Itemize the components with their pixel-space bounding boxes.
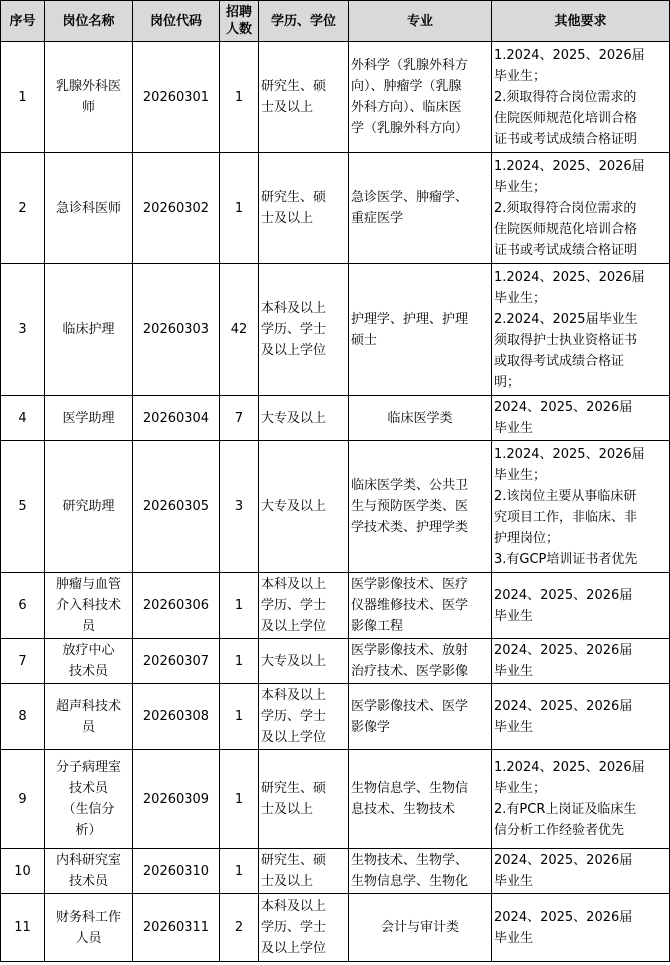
cell-count: 1 bbox=[220, 153, 259, 264]
cell-major: 急诊医学、肿瘤学、 重症医学 bbox=[349, 153, 492, 264]
header-education: 学历、学位 bbox=[259, 1, 349, 42]
cell-education: 本科及以上 学历、学士 及以上学位 bbox=[259, 684, 349, 750]
cell-major: 临床医学类 bbox=[349, 396, 492, 441]
cell-other-requirements: 1.2024、2025、2026届 毕业生； 2.须取得符合岗位需求的 住院医师规范化培训合格 证书或考试成绩合格证明 bbox=[492, 153, 670, 264]
cell-other-requirements: 2024、2025、2026届 毕业生 bbox=[492, 639, 670, 684]
cell-count: 7 bbox=[220, 396, 259, 441]
cell-no: 10 bbox=[1, 849, 45, 894]
cell-education: 本科及以上 学历、学士 及以上学位 bbox=[259, 573, 349, 639]
cell-count: 1 bbox=[220, 849, 259, 894]
cell-other-requirements: 2024、2025、2026届 毕业生 bbox=[492, 894, 670, 962]
cell-position-name: 超声科技术 员 bbox=[45, 684, 133, 750]
cell-no: 11 bbox=[1, 894, 45, 962]
cell-education: 研究生、硕 士及以上 bbox=[259, 750, 349, 849]
cell-count: 2 bbox=[220, 894, 259, 962]
cell-no: 2 bbox=[1, 153, 45, 264]
table-row bbox=[1, 639, 670, 684]
cell-position-name: 临床护理 bbox=[45, 264, 133, 396]
cell-position-name: 急诊科医师 bbox=[45, 153, 133, 264]
cell-position-name: 财务科工作 人员 bbox=[45, 894, 133, 962]
header-count: 招聘 人数 bbox=[220, 1, 259, 42]
cell-other-requirements: 1.2024、2025、2026届 毕业生； 2.该岗位主要从事临床研 究项目工作，非临床、非 护理岗位； 3.有GCP培训证书者优先 bbox=[492, 441, 670, 573]
cell-education: 本科及以上 学历、学士 及以上学位 bbox=[259, 894, 349, 962]
cell-count: 42 bbox=[220, 264, 259, 396]
cell-no: 4 bbox=[1, 396, 45, 441]
cell-no: 6 bbox=[1, 573, 45, 639]
cell-position-code: 20260301 bbox=[133, 42, 220, 153]
cell-major: 生物信息学、生物信 息技术、生物技术 bbox=[349, 750, 492, 849]
cell-position-name: 肿瘤与血管 介入科技术 员 bbox=[45, 573, 133, 639]
header-position-name: 岗位名称 bbox=[45, 1, 133, 42]
cell-count: 1 bbox=[220, 750, 259, 849]
cell-position-code: 20260310 bbox=[133, 849, 220, 894]
cell-position-name: 内科研究室 技术员 bbox=[45, 849, 133, 894]
header-row bbox=[1, 1, 670, 42]
cell-position-code: 20260305 bbox=[133, 441, 220, 573]
cell-position-code: 20260308 bbox=[133, 684, 220, 750]
cell-education: 大专及以上 bbox=[259, 441, 349, 573]
cell-other-requirements: 2024、2025、2026届 毕业生 bbox=[492, 684, 670, 750]
header-other-requirements: 其他要求 bbox=[492, 1, 670, 42]
cell-other-requirements: 2024、2025、2026届 毕业生 bbox=[492, 849, 670, 894]
cell-position-code: 20260307 bbox=[133, 639, 220, 684]
header-no: 序号 bbox=[1, 1, 45, 42]
cell-no: 9 bbox=[1, 750, 45, 849]
cell-major: 医学影像技术、医学 影像学 bbox=[349, 684, 492, 750]
cell-major: 临床医学类、公共卫 生与预防医学类、医 学技术类、护理学类 bbox=[349, 441, 492, 573]
table-row bbox=[1, 153, 670, 264]
cell-count: 1 bbox=[220, 573, 259, 639]
table-row bbox=[1, 42, 670, 153]
cell-major: 医学影像技术、医疗 仪器维修技术、医学 影像工程 bbox=[349, 573, 492, 639]
cell-count: 1 bbox=[220, 684, 259, 750]
table-row bbox=[1, 684, 670, 750]
cell-other-requirements: 2024、2025、2026届 毕业生 bbox=[492, 396, 670, 441]
cell-position-code: 20260303 bbox=[133, 264, 220, 396]
cell-position-name: 乳腺外科医 师 bbox=[45, 42, 133, 153]
cell-position-name: 分子病理室 技术员 （生信分 析） bbox=[45, 750, 133, 849]
cell-no: 7 bbox=[1, 639, 45, 684]
table-row bbox=[1, 849, 670, 894]
cell-major: 会计与审计类 bbox=[349, 894, 492, 962]
cell-position-code: 20260304 bbox=[133, 396, 220, 441]
cell-education: 本科及以上 学历、学士 及以上学位 bbox=[259, 264, 349, 396]
cell-no: 5 bbox=[1, 441, 45, 573]
cell-other-requirements: 1.2024、2025、2026届 毕业生； 2.须取得符合岗位需求的 住院医师规范化培训合格 证书或考试成绩合格证明 bbox=[492, 42, 670, 153]
cell-education: 大专及以上 bbox=[259, 396, 349, 441]
cell-count: 3 bbox=[220, 441, 259, 573]
table-row bbox=[1, 441, 670, 573]
cell-no: 3 bbox=[1, 264, 45, 396]
table-row bbox=[1, 573, 670, 639]
cell-other-requirements: 1.2024、2025、2026届 毕业生； 2.2024、2025届毕业生 须取得护士执业资格证书 或取得考试成绩合格证 明； bbox=[492, 264, 670, 396]
cell-count: 1 bbox=[220, 639, 259, 684]
table-row bbox=[1, 396, 670, 441]
cell-major: 生物技术、生物学、 生物信息学、生物化 bbox=[349, 849, 492, 894]
cell-no: 1 bbox=[1, 42, 45, 153]
cell-education: 研究生、硕 士及以上 bbox=[259, 153, 349, 264]
cell-no: 8 bbox=[1, 684, 45, 750]
cell-position-code: 20260306 bbox=[133, 573, 220, 639]
header-major: 专业 bbox=[349, 1, 492, 42]
cell-other-requirements: 2024、2025、2026届 毕业生 bbox=[492, 573, 670, 639]
cell-major: 外科学（乳腺外科方 向）、肿瘤学（乳腺 外科方向）、临床医 学（乳腺外科方向） bbox=[349, 42, 492, 153]
cell-count: 1 bbox=[220, 42, 259, 153]
cell-position-code: 20260302 bbox=[133, 153, 220, 264]
table-row bbox=[1, 894, 670, 962]
cell-education: 研究生、硕 士及以上 bbox=[259, 42, 349, 153]
table-row bbox=[1, 264, 670, 396]
cell-education: 研究生、硕 士及以上 bbox=[259, 849, 349, 894]
cell-position-name: 医学助理 bbox=[45, 396, 133, 441]
header-position-code: 岗位代码 bbox=[133, 1, 220, 42]
cell-major: 护理学、护理、护理 硕士 bbox=[349, 264, 492, 396]
cell-position-code: 20260309 bbox=[133, 750, 220, 849]
cell-major: 医学影像技术、放射 治疗技术、医学影像 bbox=[349, 639, 492, 684]
table-row bbox=[1, 750, 670, 849]
cell-position-code: 20260311 bbox=[133, 894, 220, 962]
cell-position-name: 研究助理 bbox=[45, 441, 133, 573]
cell-position-name: 放疗中心 技术员 bbox=[45, 639, 133, 684]
cell-other-requirements: 1.2024、2025、2026届 毕业生； 2.有PCR上岗证及临床生 信分析工作经验者优先 bbox=[492, 750, 670, 849]
cell-education: 大专及以上 bbox=[259, 639, 349, 684]
